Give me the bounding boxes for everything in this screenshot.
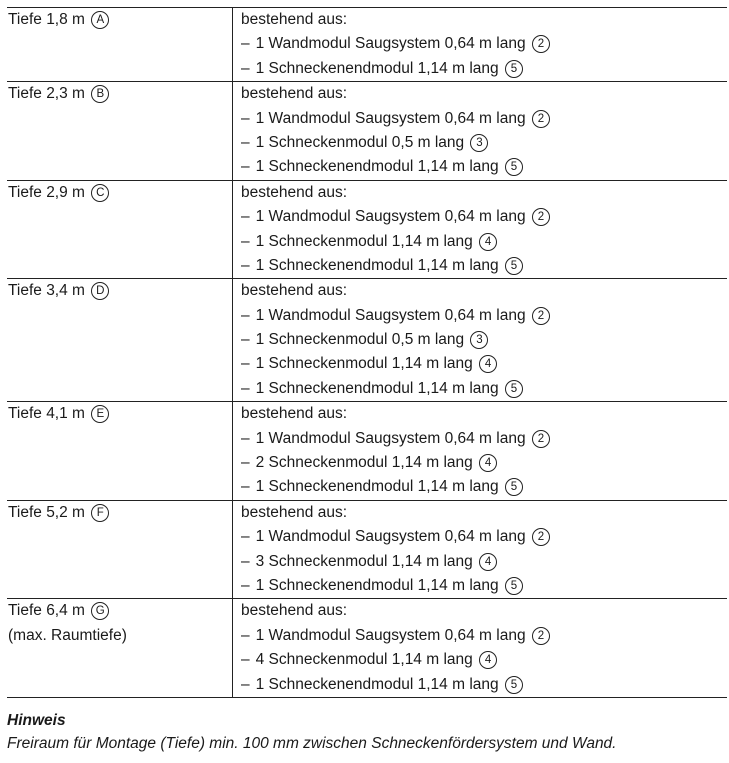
- depth-line: [8, 599, 232, 623]
- component-item: [241, 107, 727, 131]
- component-item: [241, 205, 727, 229]
- depth-row: [7, 180, 727, 279]
- component-text: 1 Wandmodul Saugsystem 0,64 m lang: [255, 429, 526, 447]
- components-cell: [233, 8, 728, 82]
- component-text: 1 Schneckenendmodul 1,14 m lang: [255, 576, 499, 594]
- components-cell: [233, 599, 728, 698]
- component-text: 1 Wandmodul Saugsystem 0,64 m lang: [255, 208, 526, 226]
- components-header: bestehend aus:: [241, 11, 348, 28]
- depth-row: [7, 279, 727, 402]
- component-item: [241, 648, 727, 672]
- component-text: 3 Schneckenmodul 1,14 m lang: [255, 552, 473, 570]
- depth-label: Tiefe 1,8 m: [8, 11, 85, 28]
- component-item: [241, 624, 727, 648]
- component-text: 1 Schneckenmodul 1,14 m lang: [255, 232, 473, 250]
- component-item: [241, 352, 727, 376]
- component-item: [241, 32, 727, 56]
- component-text: 1 Schneckenmodul 0,5 m lang: [255, 331, 465, 349]
- component-dash: –: [241, 651, 250, 669]
- component-item: [241, 475, 727, 499]
- depth-label: Tiefe 5,2 m: [8, 503, 85, 521]
- component-number-marker: 5: [505, 60, 523, 78]
- depth-line: [8, 181, 232, 205]
- depth-letter-marker: E: [91, 405, 109, 423]
- component-number-marker: 5: [505, 158, 523, 176]
- component-item: [241, 427, 727, 451]
- component-text: 1 Schneckenendmodul 1,14 m lang: [255, 256, 499, 274]
- component-text: 1 Schneckenendmodul 1,14 m lang: [255, 478, 499, 496]
- component-number-marker: 2: [532, 528, 550, 546]
- components-cell: [233, 82, 728, 181]
- component-number-marker: 4: [479, 233, 497, 251]
- component-number-marker: 2: [532, 307, 550, 325]
- component-item: [241, 525, 727, 549]
- component-dash: –: [241, 528, 250, 546]
- component-dash: –: [241, 59, 250, 77]
- depth-row: [7, 500, 727, 599]
- component-dash: –: [241, 429, 250, 447]
- component-number-marker: 2: [532, 430, 550, 448]
- component-dash: –: [241, 208, 250, 226]
- component-dash: –: [241, 331, 250, 349]
- component-text: 1 Schneckenendmodul 1,14 m lang: [255, 675, 499, 693]
- depth-letter-marker: F: [91, 504, 109, 522]
- component-number-marker: 3: [470, 331, 488, 349]
- depth-cell: [7, 599, 233, 698]
- component-item: [241, 57, 727, 81]
- component-number-marker: 5: [505, 676, 523, 694]
- components-header: bestehend aus:: [241, 405, 348, 423]
- component-number-marker: 5: [505, 257, 523, 275]
- note-heading: Hinweis: [7, 712, 66, 729]
- depth-label: Tiefe 2,9 m: [8, 183, 85, 201]
- depth-label: Tiefe 6,4 m: [8, 602, 85, 620]
- component-number-marker: 3: [470, 134, 488, 152]
- component-item: [241, 673, 727, 697]
- component-number-marker: 5: [505, 577, 523, 595]
- spec-table-body: [7, 8, 727, 698]
- component-dash: –: [241, 626, 250, 644]
- components-header: bestehend aus:: [241, 602, 348, 620]
- component-dash: –: [241, 454, 250, 472]
- component-text: 1 Schneckenmodul 0,5 m lang: [255, 133, 465, 151]
- component-dash: –: [241, 379, 250, 397]
- depth-row: [7, 82, 727, 181]
- component-dash: –: [241, 675, 250, 693]
- component-number-marker: 4: [479, 553, 497, 571]
- depth-row: [7, 599, 727, 698]
- components-header: bestehend aus:: [241, 183, 348, 201]
- component-text: 1 Schneckenendmodul 1,14 m lang: [255, 59, 499, 77]
- component-item: [241, 451, 727, 475]
- component-text: 1 Schneckenendmodul 1,14 m lang: [255, 158, 499, 176]
- components-cell: [233, 500, 728, 599]
- component-text: 1 Schneckenmodul 1,14 m lang: [255, 355, 473, 373]
- component-number-marker: 2: [532, 627, 550, 645]
- component-text: 1 Wandmodul Saugsystem 0,64 m lang: [255, 35, 526, 53]
- component-text: 1 Wandmodul Saugsystem 0,64 m lang: [255, 109, 526, 127]
- depth-label: Tiefe 2,3 m: [8, 85, 85, 103]
- component-text: 1 Schneckenendmodul 1,14 m lang: [255, 379, 499, 397]
- component-item: [241, 304, 727, 328]
- component-dash: –: [241, 576, 250, 594]
- depth-line: [8, 501, 232, 525]
- component-text: 1 Wandmodul Saugsystem 0,64 m lang: [255, 528, 526, 546]
- component-item: [241, 328, 727, 352]
- components-cell: [233, 279, 728, 402]
- depth-cell: [7, 279, 233, 402]
- depth-note: (max. Raumtiefe): [8, 626, 127, 644]
- depth-label: Tiefe 4,1 m: [8, 405, 85, 423]
- component-number-marker: 2: [532, 208, 550, 226]
- components-cell: [233, 180, 728, 279]
- component-item: [241, 377, 727, 401]
- depth-line: [8, 279, 232, 303]
- component-item: [241, 155, 727, 179]
- component-text: 2 Schneckenmodul 1,14 m lang: [255, 454, 473, 472]
- depth-letter-marker: C: [91, 184, 109, 202]
- note-text: Freiraum für Montage (Tiefe) min. 100 mm zwischen Schneckenfördersystem und Wand.: [7, 735, 617, 752]
- depth-cell: [7, 82, 233, 181]
- depth-letter-marker: B: [91, 85, 109, 103]
- depth-letter-marker: D: [91, 282, 109, 300]
- component-item: [241, 574, 727, 598]
- component-text: 1 Wandmodul Saugsystem 0,64 m lang: [255, 306, 526, 324]
- component-number-marker: 2: [532, 110, 550, 128]
- depth-letter-marker: G: [91, 602, 109, 620]
- component-number-marker: 4: [479, 651, 497, 669]
- depth-line: [8, 402, 232, 426]
- component-dash: –: [241, 256, 250, 274]
- component-dash: –: [241, 133, 250, 151]
- module-spec-table: [7, 7, 727, 698]
- component-dash: –: [241, 478, 250, 496]
- component-dash: –: [241, 158, 250, 176]
- component-number-marker: 2: [532, 35, 550, 53]
- components-header: bestehend aus:: [241, 503, 348, 521]
- depth-row: [7, 8, 727, 82]
- depth-cell: [7, 180, 233, 279]
- depth-letter-marker: A: [91, 11, 109, 29]
- components-header: bestehend aus:: [241, 282, 348, 300]
- depth-cell: [7, 500, 233, 599]
- component-dash: –: [241, 355, 250, 373]
- note-block: [7, 710, 617, 756]
- components-header: bestehend aus:: [241, 85, 348, 103]
- component-number-marker: 4: [479, 355, 497, 373]
- components-cell: [233, 402, 728, 501]
- component-number-marker: 5: [505, 478, 523, 496]
- depth-row: [7, 402, 727, 501]
- component-dash: –: [241, 35, 250, 53]
- component-text: 1 Wandmodul Saugsystem 0,64 m lang: [255, 626, 526, 644]
- component-item: [241, 230, 727, 254]
- component-number-marker: 5: [505, 380, 523, 398]
- component-item: [241, 254, 727, 278]
- depth-cell: [7, 8, 233, 82]
- depth-label: Tiefe 3,4 m: [8, 282, 85, 300]
- component-dash: –: [241, 232, 250, 250]
- component-item: [241, 550, 727, 574]
- component-dash: –: [241, 552, 250, 570]
- component-dash: –: [241, 109, 250, 127]
- depth-cell: [7, 402, 233, 501]
- component-item: [241, 131, 727, 155]
- component-number-marker: 4: [479, 454, 497, 472]
- depth-line: [8, 8, 232, 32]
- component-dash: –: [241, 306, 250, 324]
- depth-line: [8, 82, 232, 106]
- component-text: 4 Schneckenmodul 1,14 m lang: [255, 651, 473, 669]
